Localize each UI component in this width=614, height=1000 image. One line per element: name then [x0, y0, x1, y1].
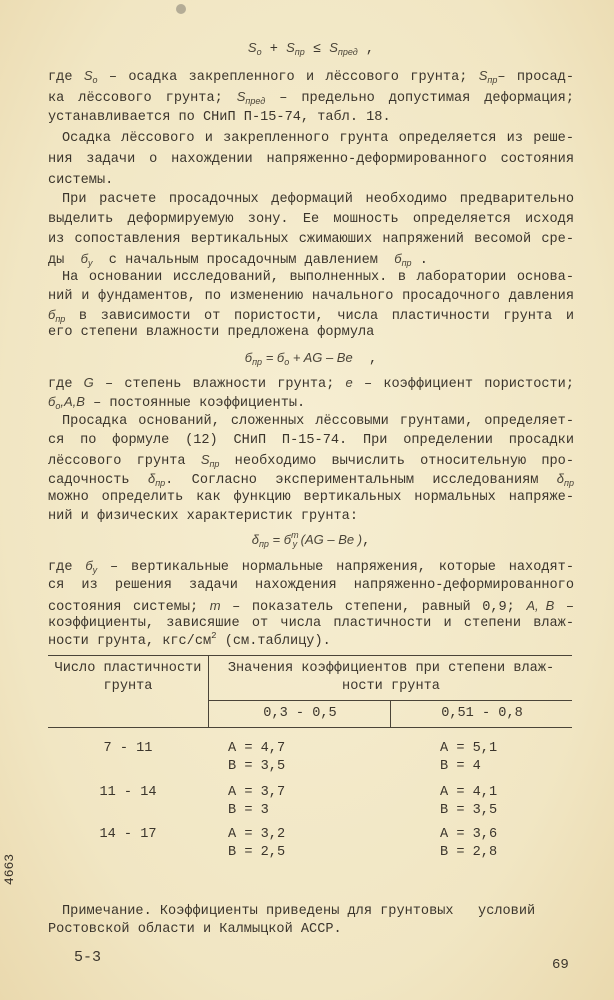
text-segment: – вертикальные нормальные напряжения, которые находят-	[97, 560, 574, 575]
text-line	[48, 631, 574, 649]
text-segment: устанавливается по СНиП П-15-74, табл. 18.	[48, 110, 391, 125]
symbol: S	[286, 40, 295, 55]
symbol: + AG – Be	[289, 350, 353, 365]
text-segment: где	[48, 70, 84, 85]
subscript: o	[256, 47, 262, 57]
subscript: o	[55, 401, 61, 411]
sub-header: 0,3 - 0,5	[263, 706, 337, 721]
math-symbol	[84, 68, 98, 83]
group-header: Значения коэффициентов при степени влаж-	[227, 661, 555, 676]
subscript: o	[92, 75, 98, 85]
math-symbol	[479, 68, 498, 83]
sub-header: 0,51 - 0,8	[441, 706, 523, 721]
symbol: δ	[556, 471, 565, 486]
ink-blot-mark	[176, 4, 186, 14]
symbol: =	[262, 350, 277, 365]
plasticity-range: 14 - 17	[99, 827, 157, 842]
symbol: S	[478, 68, 488, 83]
math-symbol	[526, 598, 554, 613]
coef-a: A = 5,1	[440, 741, 498, 756]
math-symbol	[277, 350, 289, 365]
symbol: δ	[251, 532, 259, 547]
math-symbol	[262, 350, 277, 365]
text-line	[48, 490, 574, 505]
symbol: ,A,B	[60, 394, 85, 409]
text-line	[48, 452, 574, 467]
text-segment: садочность	[48, 473, 148, 488]
text-segment: – осадка закрепленного и лёссового грунта;	[97, 70, 479, 85]
text-line	[62, 131, 574, 146]
formula	[48, 532, 574, 547]
symbol: б	[48, 307, 56, 322]
table-rule	[48, 655, 572, 656]
math-symbol	[286, 40, 305, 55]
coef-a: A = 3,6	[440, 827, 498, 842]
text-segment: ,	[352, 352, 378, 367]
formula	[48, 40, 574, 55]
coef-a: A = 3,2	[228, 827, 286, 842]
coef-a: A = 3,7	[228, 785, 286, 800]
text-segment: ности грунта, кгс/см	[48, 634, 212, 649]
math-symbol	[84, 375, 94, 390]
note-line: Примечание. Коэффициенты приведены для грунтовых условий	[62, 904, 536, 919]
text-segment: ний и физических характеристик грунта:	[48, 509, 358, 524]
text-line	[48, 212, 574, 227]
coef-a: A = 4,1	[440, 785, 498, 800]
symbol: e	[345, 375, 353, 390]
text-segment: в зависимости от пористости, числа пластичности грунта и	[65, 309, 574, 324]
symbol: б	[283, 532, 292, 547]
text-segment: ка лёссового грунта;	[48, 91, 237, 106]
text-line	[48, 152, 574, 167]
math-symbol	[557, 471, 574, 486]
text-segment: ся по формуле (12) СНиП П-15-74. При определении просадки	[48, 433, 574, 448]
math-symbol	[48, 307, 65, 322]
text-segment: ды	[48, 253, 81, 268]
subscript: пр	[155, 478, 166, 488]
math-symbol	[394, 251, 411, 266]
subscript: пр	[487, 75, 498, 85]
coef-b: B = 3	[228, 803, 269, 818]
text-line	[48, 509, 574, 524]
side-number: 4663	[2, 853, 18, 886]
text-line	[48, 558, 574, 573]
text-line	[48, 173, 574, 188]
subscript: пр	[294, 47, 305, 57]
text-line	[62, 414, 574, 429]
group-header: ности грунта	[342, 679, 440, 694]
subscript: у	[292, 539, 298, 549]
symbol: б	[244, 350, 253, 365]
text-segment: +	[261, 42, 287, 57]
math-symbol	[201, 452, 220, 467]
text-line	[62, 270, 574, 285]
text-segment: ,	[362, 534, 371, 549]
coef-b: B = 4	[440, 759, 481, 774]
table-rule	[48, 727, 572, 728]
text-segment: ,	[357, 42, 375, 57]
text-segment: (см.таблицу).	[216, 634, 331, 649]
math-symbol	[252, 532, 269, 547]
text-segment: Осадка лёссового и закрепленного грунта определяется из реше-	[62, 131, 574, 146]
text-segment: из сопоставления вертикальных сжимаюших напряжений весомой сре-	[48, 232, 574, 247]
text-segment: выделить деформируемую зону. Ее мошность определяется исходя	[48, 212, 574, 227]
text-segment: его степени влажности предложена формула	[48, 325, 375, 340]
text-segment: –	[554, 600, 575, 615]
symbol: б	[48, 394, 56, 409]
text-line	[48, 68, 574, 83]
symbol: S	[200, 452, 210, 467]
subscript: пр	[209, 459, 220, 469]
text-segment: ний и фундаментов, по изменению начального просадочного давления	[48, 289, 574, 304]
text-line	[48, 89, 574, 104]
text-segment: лёссового грунта	[48, 454, 201, 469]
text-segment: с начальным просадочным давлением	[92, 253, 395, 268]
text-line	[48, 394, 574, 409]
text-segment: – степень влажности грунта;	[93, 377, 346, 392]
superscript: 2	[211, 631, 217, 641]
text-segment: . Согласно экспериментальным исследованиям	[165, 473, 557, 488]
text-segment: где	[48, 560, 86, 575]
coef-b: B = 3,5	[440, 803, 498, 818]
symbol: б	[276, 350, 285, 365]
math-symbol	[289, 350, 352, 365]
symbol: m	[209, 598, 221, 613]
text-line	[62, 192, 574, 207]
math-symbol	[237, 89, 266, 104]
text-line	[48, 433, 574, 448]
text-line	[48, 616, 574, 631]
subscript: у	[87, 258, 93, 268]
symbol: S	[247, 40, 257, 55]
text-segment: – просад-	[497, 70, 574, 85]
note-line: Ростовской области и Калмыцкой АССР.	[48, 922, 342, 937]
math-symbol	[329, 40, 358, 55]
superscript: m	[291, 530, 299, 540]
text-segment: – показатель степени, равный 0,9;	[220, 600, 527, 615]
text-line	[48, 110, 574, 125]
symbol: (AG – Be )	[297, 532, 363, 547]
text-segment: необходимо вычислить относительную про-	[219, 454, 574, 469]
text-segment: ≤	[304, 42, 330, 57]
symbol: A, B	[526, 598, 555, 613]
column-header: грунта	[103, 679, 153, 694]
math-symbol	[269, 532, 284, 547]
subscript: пр	[258, 539, 269, 549]
text-line	[48, 375, 574, 390]
subscript: пр	[252, 357, 263, 367]
subscript: пр	[564, 478, 574, 488]
symbol: S	[236, 89, 246, 104]
symbol: =	[268, 532, 284, 547]
text-line	[48, 251, 574, 266]
text-segment: – постоянные коэффициенты.	[84, 396, 306, 411]
subscript: пред	[245, 96, 266, 106]
coef-b: B = 3,5	[228, 759, 286, 774]
math-symbol	[284, 532, 297, 547]
page-number: 69	[552, 957, 569, 973]
text-line	[48, 598, 574, 613]
plasticity-range: 11 - 14	[99, 785, 157, 800]
math-symbol	[245, 350, 262, 365]
subscript: пр	[401, 258, 412, 268]
text-segment: .	[411, 253, 428, 268]
text-segment: – предельно допустимая деформация;	[265, 91, 574, 106]
math-symbol	[346, 375, 353, 390]
subscript: пред	[337, 47, 358, 57]
text-line	[48, 578, 574, 593]
math-symbol	[248, 40, 262, 55]
math-symbol	[148, 471, 165, 486]
math-symbol	[60, 394, 85, 409]
math-symbol	[297, 532, 362, 547]
text-line	[48, 307, 574, 322]
symbol: G	[83, 375, 94, 390]
text-segment: – коэффициент пористости;	[352, 377, 574, 392]
coef-b: B = 2,8	[440, 845, 498, 860]
symbol: δ	[147, 471, 156, 486]
text-segment: ния задачи о нахождении напряженно-деформированного состояния	[48, 152, 574, 167]
text-segment: системы.	[48, 173, 114, 188]
subscript: o	[284, 357, 290, 367]
text-line	[48, 471, 574, 486]
text-line	[48, 325, 574, 340]
plasticity-range: 7 - 11	[103, 741, 153, 756]
signature-mark: 5-3	[74, 949, 102, 966]
math-symbol	[81, 251, 93, 266]
math-symbol	[210, 598, 221, 613]
text-segment: Просадка оснований, сложенных лёссовыми грунтами, определяет-	[62, 414, 574, 429]
text-segment: На основании исследований, выполненных. в лаборатории основа-	[62, 270, 574, 285]
subscript: пр	[55, 314, 66, 324]
text-line	[48, 289, 574, 304]
symbol: б	[85, 558, 93, 573]
text-segment: При расчете просадочных деформаций необходимо предварительно	[62, 192, 574, 207]
coef-a: A = 4,7	[228, 741, 286, 756]
text-segment: где	[48, 377, 84, 392]
symbol: б	[394, 251, 402, 266]
symbol: S	[83, 68, 93, 83]
subscript: у	[92, 565, 98, 575]
symbol: S	[329, 40, 338, 55]
text-segment: можно определить как функцию вертикальных нормальных напряже-	[48, 490, 574, 505]
math-symbol	[48, 394, 60, 409]
column-header: Число пластичности	[54, 661, 202, 676]
math-symbol	[85, 558, 97, 573]
text-segment: состояния системы;	[48, 600, 210, 615]
symbol: б	[80, 251, 88, 266]
text-segment: ся из решения задачи нахождения напряженно-деформированного	[48, 578, 574, 593]
text-segment: коэффициенты, зависяшие от числа пластичности и степени влаж-	[48, 616, 574, 631]
coef-b: B = 2,5	[228, 845, 286, 860]
formula	[48, 350, 574, 365]
text-line	[48, 232, 574, 247]
